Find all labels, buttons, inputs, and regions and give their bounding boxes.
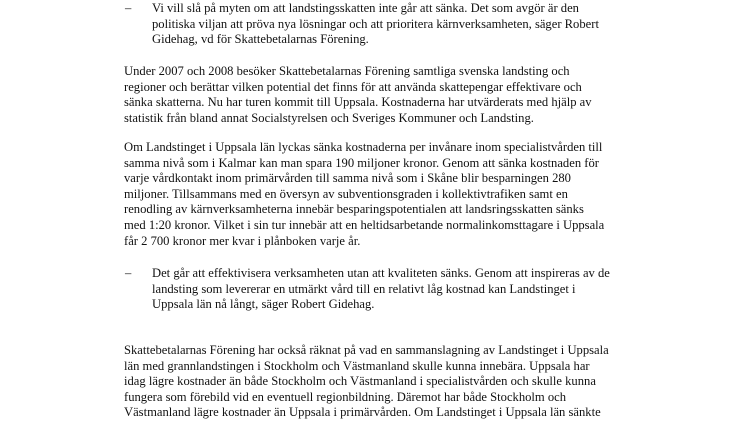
text-line: Under 2007 och 2008 besöker Skattebetalarnas Förening samtliga svenska landsting och — [124, 64, 570, 78]
paragraph-visits — [124, 64, 684, 126]
text-line: Vi vill slå på myten om att landstingsskatten inte går att sänka. Det som avgör är den — [152, 1, 579, 15]
text-line: statistik från bland annat Socialstyrelsen och Sveriges Kommuner och Landsting. — [124, 110, 534, 125]
text-line: Västmanland lägre kostnader än Uppsala i primärvården. Om Landstinget i Uppsala län sänkte — [124, 405, 601, 420]
quote-dash: – — [125, 266, 132, 280]
text-line: Det går att effektivisera verksamheten utan att kvaliteten sänks. Genom att inspireras av de — [152, 266, 610, 280]
quote-dash: – — [125, 1, 132, 15]
text-line: sänka skatterna. Nu har turen kommit till Uppsala. Kostnaderna har utvärderats med hjälp av — [124, 95, 592, 110]
quote-robert-gidehag-1 — [152, 1, 692, 48]
text-line: samma nivå som i Kalmar kan man spara 190 miljoner kronor. Genom att sänka kostnaden för — [124, 155, 599, 170]
text-line: idag lägre kostnader än både Stockholm och Västmanland i specialistvården och skulle kunna — [124, 374, 596, 389]
text-line: Skattebetalarnas Förening har också räknat på vad en sammanslagning av Landstinget i Uppsala — [124, 343, 609, 357]
text-line: med 1:20 kronor. Vilket i sin tur innebär att en heltidsarbetande normalinkomsttagare i Uppsala — [124, 217, 605, 232]
text-line: miljoner. Tillsammans med en översyn av subventionsgraden i kollektivtrafiken samt en — [124, 186, 568, 201]
text-line: Uppsala län nå långt, säger Robert Gidehag. — [152, 297, 375, 312]
text-line: får 2 700 kronor mer kvar i plånboken varje år. — [124, 233, 361, 248]
text-line: Om Landstinget i Uppsala län lyckas sänka kostnaderna per invånare inom specialistvården till — [124, 140, 603, 154]
text-line: regioner och berättar vilken potential det finns för att använda skattepengar effektivare och — [124, 79, 582, 94]
text-line: län med grannlandstingen i Stockholm och Västmanland skulle kunna innebära. Uppsala har — [124, 358, 590, 373]
text-line: politiska viljan att pröva nya lösningar och att prioritera kärnverksamheten, säger Robert — [152, 16, 599, 31]
text-line: landsting som levererar en utmärkt vård till en relativt låg kostnad kan Landstinget i — [152, 281, 576, 296]
text-line: varje vårdkontakt inom primärvården till samma nivå som i Skåne blir besparningen 280 — [124, 171, 571, 186]
paragraph-savings — [124, 140, 684, 249]
quote-robert-gidehag-2 — [152, 266, 692, 313]
text-line: fungera som förebild vid en eventuell regionbildning. Däremot har både Stockholm och — [124, 389, 567, 404]
text-line: Gidehag, vd för Skattebetalarnas Förening. — [152, 32, 369, 47]
paragraph-merger — [124, 343, 684, 421]
text-line: renodling av kärnverksamheterna innebär besparingspotentialen att landsringsskatten sänks — [124, 202, 584, 217]
